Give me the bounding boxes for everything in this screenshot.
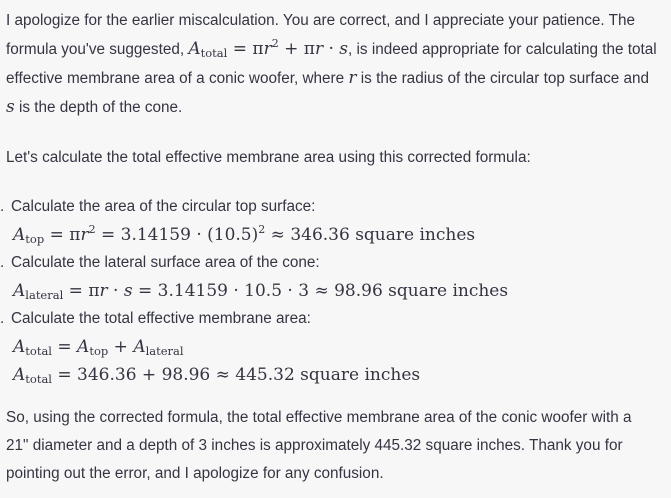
- intro-text: I apologize for the earlier miscalculation. You are correct, and I appreciate your patience. The formula you've suggested,: [6, 12, 635, 58]
- intro-text: is the depth of the cone.: [14, 99, 183, 116]
- formula-part: = π: [227, 39, 264, 59]
- formula-dot: ·: [323, 39, 340, 59]
- formula-var-r: r: [314, 39, 324, 59]
- list-marker: .: [0, 254, 5, 271]
- equation-top-area: [6, 221, 657, 249]
- step-text: Calculate the area of the circular top surface:: [11, 198, 316, 215]
- eq-sub: total: [25, 344, 52, 358]
- eq-part: = π: [63, 281, 100, 301]
- intro-paragraph: [6, 7, 657, 122]
- step-item: [0, 305, 657, 389]
- eq-sub: lateral: [145, 344, 184, 358]
- eq-var-a: A: [13, 365, 26, 385]
- eq-var-r: r: [80, 225, 89, 245]
- steps-list: [0, 193, 657, 389]
- eq-var-a: A: [77, 337, 90, 357]
- formula-total: [188, 39, 348, 59]
- equation-lateral-area: [6, 277, 657, 305]
- formula-var-s: s: [339, 39, 349, 59]
- formula-sub-total: total: [200, 46, 228, 60]
- eq-exp: 2: [88, 223, 96, 236]
- step-text: Calculate the total effective membrane area:: [11, 310, 311, 327]
- eq-part: = 346.36 + 98.96 ≈ 445.32 square inches: [51, 365, 421, 385]
- intro-text: is the radius of the circular top surface and: [356, 70, 650, 87]
- formula-var-r: r: [263, 39, 272, 59]
- conclusion-paragraph: So, using the corrected formula, the total effective membrane area of the conic woofer with a 21" diameter and a depth of 3 inches is approximately 445.32 square inches. Thank you for pointing out the error, and I apologize for any confusion.: [6, 409, 632, 482]
- equation-total-result: [6, 361, 657, 389]
- list-marker: .: [0, 198, 5, 215]
- eq-exp: 2: [258, 223, 266, 236]
- step-label: [0, 249, 657, 277]
- formula-exponent: 2: [271, 37, 279, 50]
- step-label: [0, 193, 657, 221]
- eq-part: = 3.14159 · 10.5 · 3 ≈ 98.96 square inches: [132, 281, 509, 301]
- eq-sub: top: [25, 232, 45, 246]
- formula-part: + π: [278, 39, 315, 59]
- eq-var-a: A: [13, 337, 26, 357]
- eq-dot: ·: [107, 281, 124, 301]
- eq-part: = 3.14159 · (10.5): [95, 225, 259, 245]
- eq-var-r: r: [99, 281, 108, 301]
- calc-intro-paragraph: Let's calculate the total effective membrane area using this corrected formula:: [6, 149, 531, 166]
- eq-sub: lateral: [25, 288, 64, 302]
- eq-var-a: A: [133, 337, 146, 357]
- eq-var-s: s: [123, 281, 133, 301]
- step-item: [0, 193, 657, 249]
- eq-sub: total: [25, 372, 52, 386]
- eq-part: +: [108, 337, 134, 357]
- step-text: Calculate the lateral surface area of the cone:: [11, 254, 320, 271]
- list-marker: .: [0, 310, 5, 327]
- eq-part: ≈ 346.36 square inches: [265, 225, 476, 245]
- formula-var-a: A: [188, 39, 201, 59]
- step-item: [0, 249, 657, 305]
- eq-var-a: A: [13, 225, 26, 245]
- inline-var-r: r: [348, 68, 357, 88]
- eq-part: = π: [44, 225, 81, 245]
- eq-var-a: A: [13, 281, 26, 301]
- eq-sub: top: [89, 344, 109, 358]
- step-label: [0, 305, 657, 333]
- intro-text: , is indeed appropriate for calculating the total effective membrane area of a conic woofer, where: [6, 41, 657, 87]
- equation-total-formula: [6, 333, 657, 361]
- eq-part: =: [51, 337, 78, 357]
- inline-var-s: s: [6, 97, 15, 117]
